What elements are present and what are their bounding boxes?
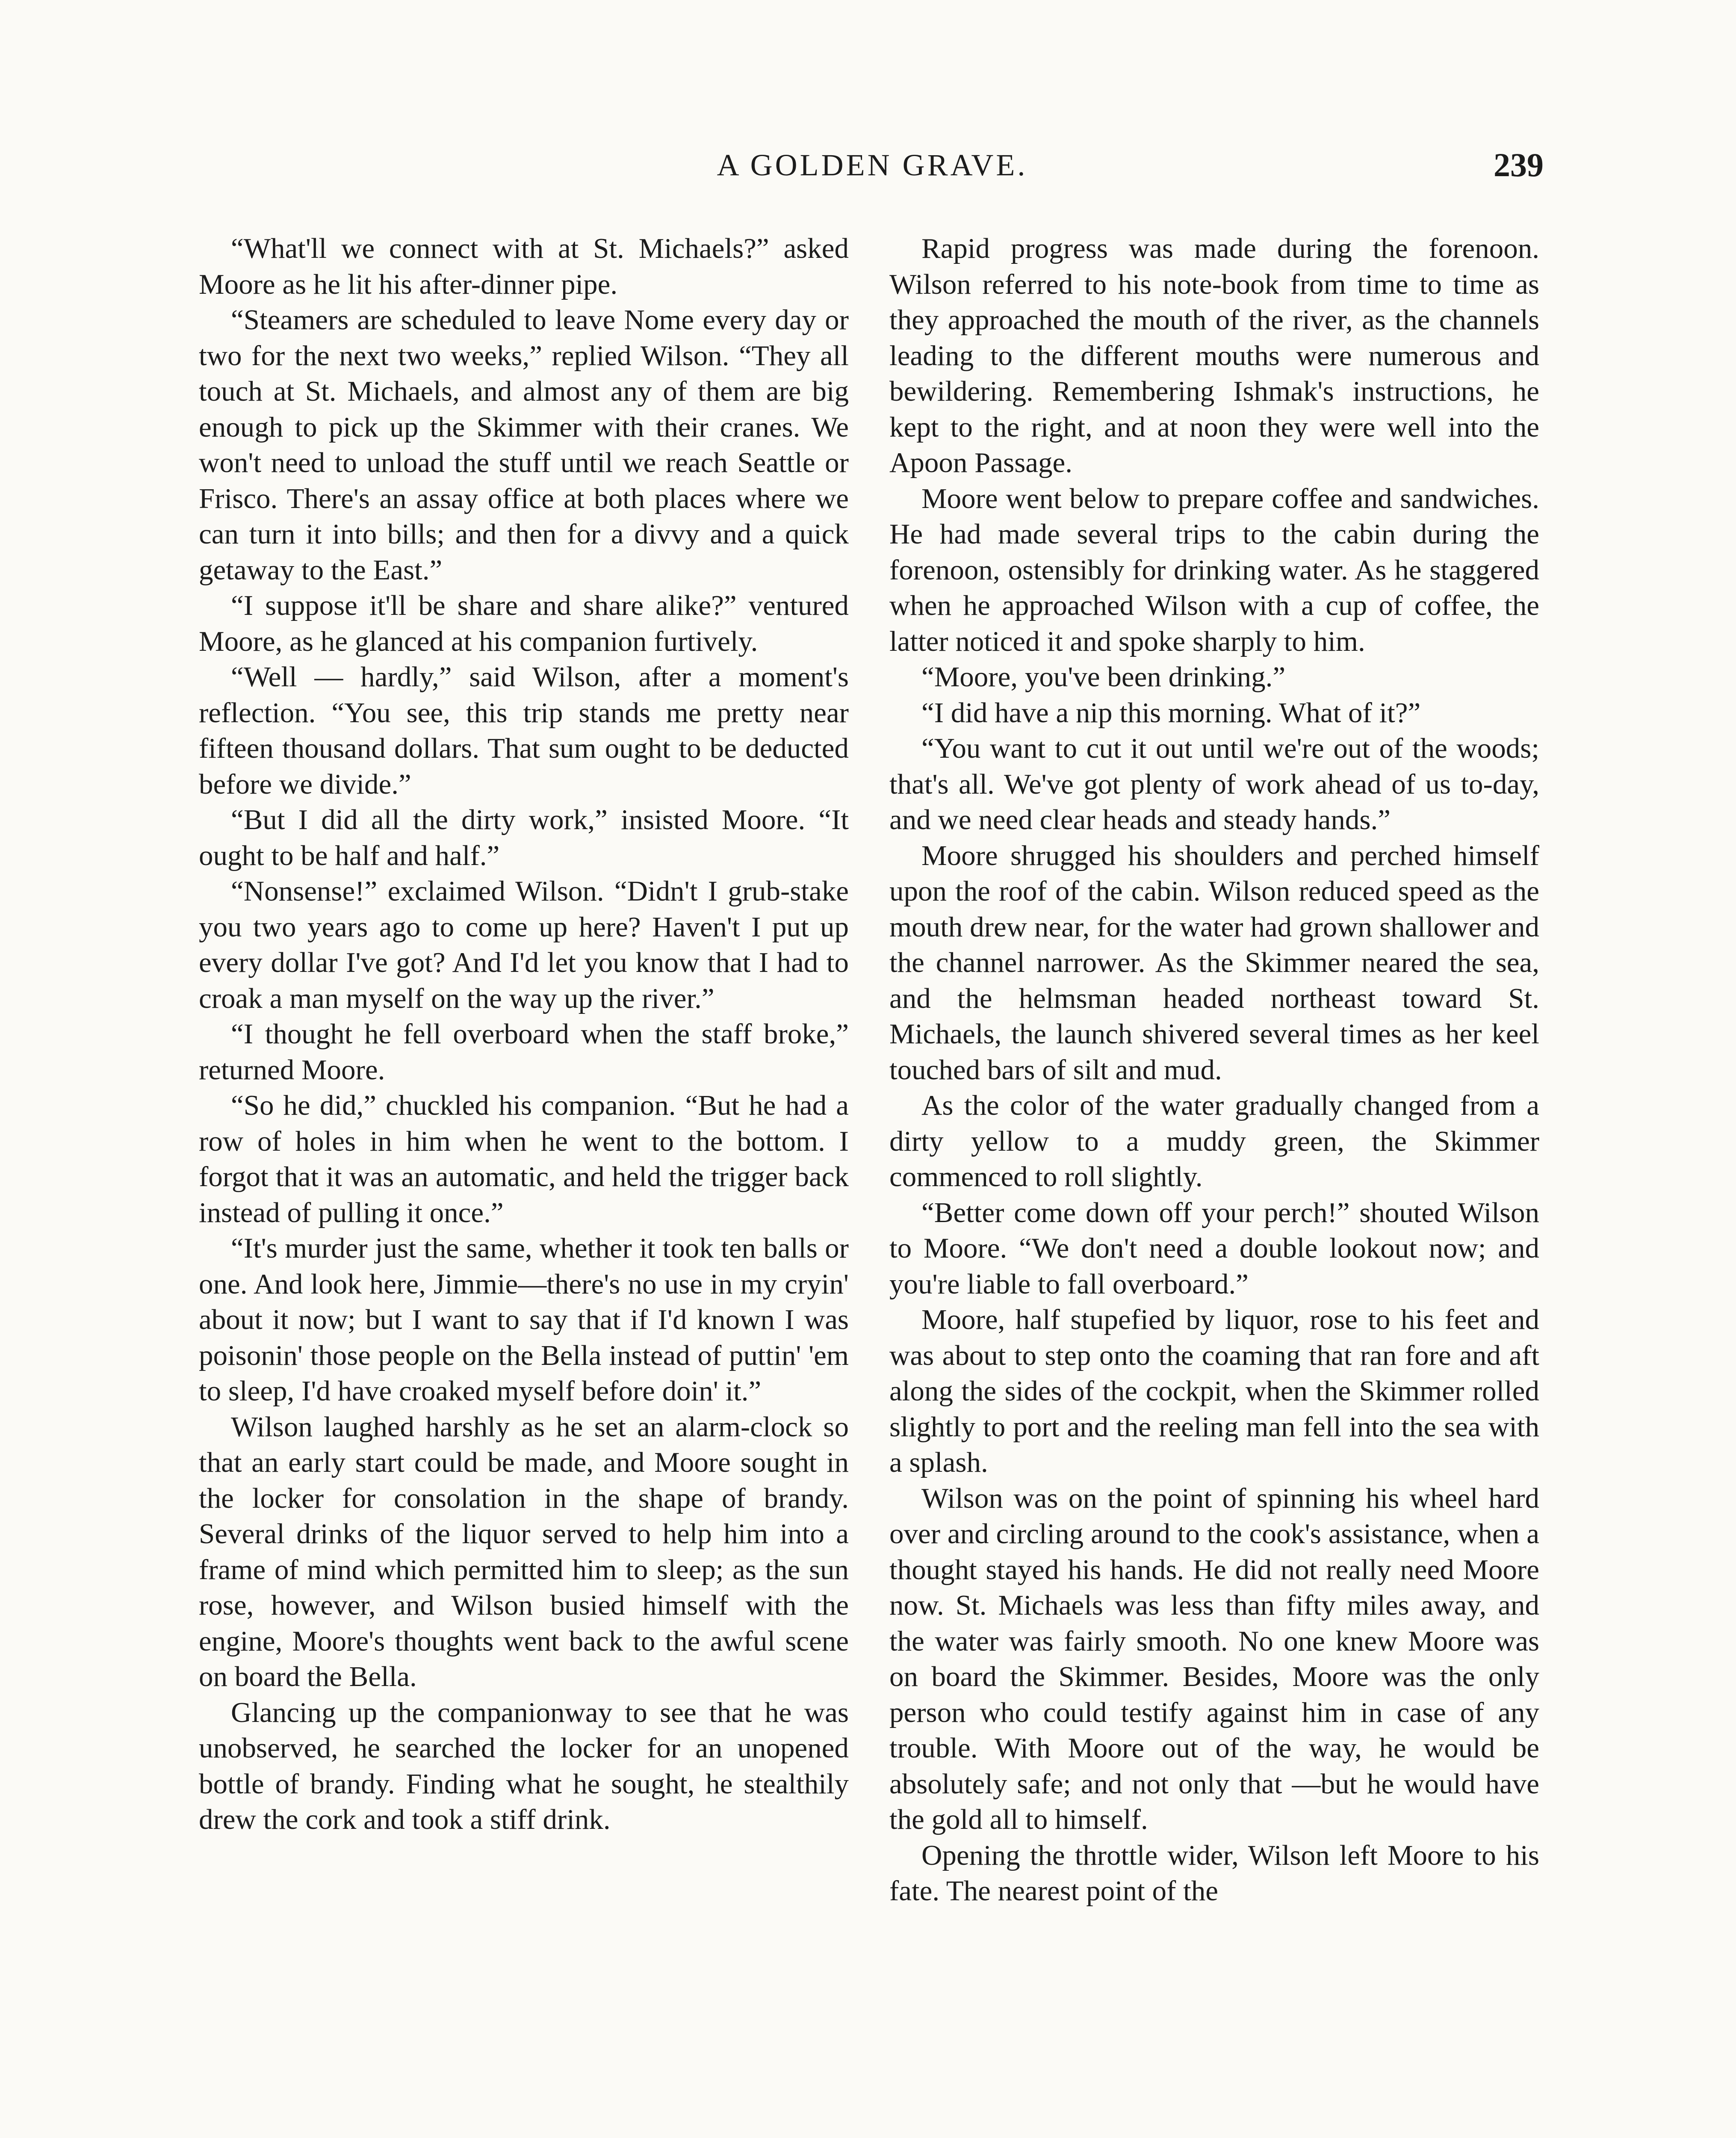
paragraph: “Steamers are scheduled to leave Nome every day or two for the next two weeks,” replied Wilson. “They all touch at St. Michaels, and almost any of them are big enough to pick up the Skimmer with their cranes. We won't need to unload the stuff until we reach Seattle or Frisco. There's an assay office at both places where we can turn it into bills; and then for a divvy and a quick getaway to the East.” [199, 304, 849, 586]
paragraph: “Better come down off your perch!” shouted Wilson to Moore. “We don't need a double lookout now; and you're liable to fall overboard.” [889, 1196, 1539, 1300]
paragraph: “I suppose it'll be share and share alike?” ventured Moore, as he glanced at his companion furtively. [199, 590, 849, 657]
right-column [889, 231, 1539, 1909]
paragraph: Wilson laughed harshly as he set an alarm-clock so that an early start could be made, and Moore sought in the locker for consolation in the shape of brandy. Several drinks of the liquor served to help him into a frame of mind which permitted him to sleep; as the sun rose, however, and Wilson busied himself with the engine, Moore's thoughts went back to the awful scene on board the Bella. [199, 1411, 849, 1692]
paragraph: “I did have a nip this morning. What of it?” [921, 697, 1421, 729]
paragraph: Moore, half stupefied by liquor, rose to his feet and was about to step onto the coaming that ran fore and aft along the sides of the cockpit, when the Skimmer rolled slightly to port and the reeling man fell into the sea with a splash. [889, 1304, 1539, 1478]
paragraph: “Nonsense!” exclaimed Wilson. “Didn't I grub-stake you two years ago to come up here? Haven't I put up every dollar I've got? And I'd let you know that I had to croak a man myself on the way up the river.” [199, 875, 849, 1014]
paragraph: Rapid progress was made during the forenoon. Wilson referred to his note-book from time to time as they approached the mouth of the river, as the channels leading to the different mouths were numerous and bewildering. Remembering Ishmak's instructions, he kept to the right, and at noon they were well into the Apoon Passage. [889, 233, 1539, 478]
paragraph: “It's murder just the same, whether it took ten balls or one. And look here, Jimmie—there's no use in my cryin' about it now; but I want to say that if I'd known I was poisonin' those people on the Bella instead of puttin' 'em to sleep, I'd have croaked myself before doin' it.” [199, 1232, 849, 1407]
paragraph: “I thought he fell overboard when the staff broke,” returned Moore. [199, 1018, 849, 1086]
page-header [201, 148, 1544, 195]
page-number: 239 [1494, 146, 1544, 183]
left-column [199, 231, 849, 1838]
paragraph: “So he did,” chuckled his companion. “But he had a row of holes in him when he went to the bottom. I forgot that it was an automatic, and held the trigger back instead of pulling it once.” [199, 1090, 849, 1228]
paragraph: “But I did all the dirty work,” insisted Moore. “It ought to be half and half.” [199, 804, 849, 871]
paragraph: Opening the throttle wider, Wilson left Moore to his fate. The nearest point of the [889, 1839, 1539, 1907]
paragraph: Moore went below to prepare coffee and sandwiches. He had made several trips to the cabin during the forenoon, ostensibly for drinking water. As he staggered when he approached Wilson with a cup of coffee, the latter noticed it and spoke sharply to him. [889, 482, 1539, 657]
paragraph: Moore shrugged his shoulders and perched himself upon the roof of the cabin. Wilson reduced speed as the mouth drew near, for the water had grown shallower and the channel narrower. As the Skimmer neared the sea, and the helmsman headed northeast toward St. Michaels, the launch shivered several times as her keel touched bars of silt and mud. [889, 839, 1539, 1086]
running-title: A GOLDEN GRAVE. [717, 148, 1028, 182]
paragraph: “Moore, you've been drinking.” [921, 661, 1286, 693]
paragraph: Glancing up the companionway to see that he was unobserved, he searched the locker for an unopened bottle of brandy. Finding what he sought, he stealthily drew the cork and took a stiff drink. [199, 1696, 849, 1835]
paragraph: Wilson was on the point of spinning his wheel hard over and circling around to the cook's assistance, when a thought stayed his hands. He did not really need Moore now. St. Michaels was less than fifty miles away, and the water was fairly smooth. No one knew Moore was on board the Skimmer. Besides, Moore was the only person who could testify against him in case of any trouble. With Moore out of the way, he would be absolutely safe; and not only that —but he would have the gold all to himself. [889, 1482, 1539, 1835]
paragraph: “You want to cut it out until we're out of the woods; that's all. We've got plenty of work ahead of us to-day, and we need clear heads and steady hands.” [889, 732, 1539, 836]
paragraph: “Well — hardly,” said Wilson, after a moment's reflection. “You see, this trip stands me pretty near fifteen thousand dollars. That sum ought to be deducted before we divide.” [199, 661, 849, 800]
paragraph: “What'll we connect with at St. Michaels?” asked Moore as he lit his after-dinner pipe. [199, 233, 849, 300]
paragraph: As the color of the water gradually changed from a dirty yellow to a muddy green, the Skimmer commenced to roll slightly. [889, 1090, 1539, 1193]
